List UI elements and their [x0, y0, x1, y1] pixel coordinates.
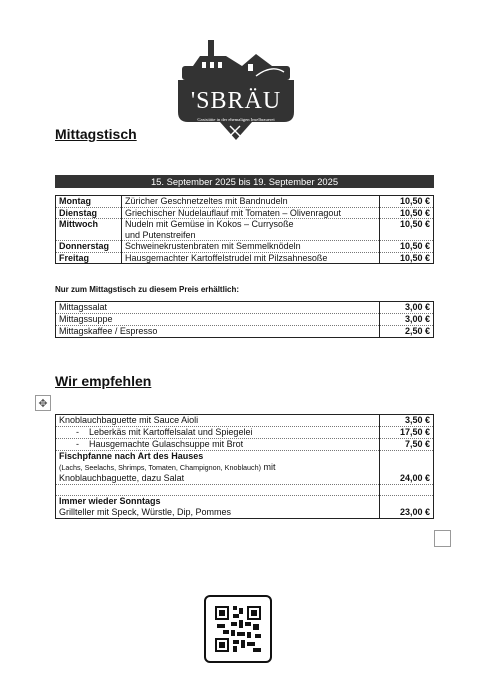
item-text: Mittagssalat	[59, 302, 108, 312]
brewery-logo	[172, 36, 300, 140]
item-label: Hausgemachte Gulaschsuppe mit Brot	[89, 439, 244, 449]
item-text	[56, 427, 380, 439]
dish-text: Griechischer Nudelauflauf mit Tomaten – Olivenragout	[122, 207, 380, 219]
logo-title: 'SBRÄU	[190, 88, 282, 114]
dish-text: Hausgemachter Kartoffelstrudel mit Pilzsahnesoße	[122, 252, 380, 264]
weekday-menu-table	[55, 195, 434, 264]
price: 23,00 €	[380, 496, 434, 519]
fisch-line3: Knoblauchbaguette, dazu Salat	[59, 473, 185, 483]
price: 3,50 €	[380, 415, 434, 427]
table-row	[56, 439, 434, 451]
move-arrows-icon[interactable]: ✥	[35, 395, 51, 411]
price: 10,50 €	[380, 207, 434, 219]
table-row	[56, 241, 434, 253]
table-row	[56, 415, 434, 427]
item-text	[56, 439, 380, 451]
extras-table	[55, 301, 434, 338]
table-row	[56, 496, 434, 519]
price: 24,00 €	[380, 451, 434, 485]
fisch-detail: (Lachs, Seelachs, Shrimps, Tomaten, Champignon, Knoblauch)	[59, 463, 262, 472]
sonntag-heading: Immer wieder Sonntags	[59, 496, 161, 506]
price: 10,50 €	[380, 196, 434, 208]
empty-price-cell	[380, 485, 434, 496]
dish-text	[122, 219, 380, 241]
fisch-mit: mit	[261, 462, 276, 472]
item-text	[56, 496, 380, 519]
table-row	[56, 252, 434, 264]
price: 3,00 €	[380, 302, 434, 314]
empty-cell	[56, 485, 380, 496]
price: 10,50 €	[380, 252, 434, 264]
price: 7,50 €	[380, 439, 434, 451]
day-label: Dienstag	[56, 207, 122, 219]
price: 17,50 €	[380, 427, 434, 439]
extras-note: Nur zum Mittagstisch zu diesem Preis erhältlich:	[55, 285, 240, 294]
day-label: Mittwoch	[56, 219, 122, 241]
week-range-bar: 15. September 2025 bis 19. September 2025	[55, 175, 434, 188]
empfehlungen-heading: Wir empfehlen	[55, 373, 152, 389]
list-bullet: -	[76, 427, 79, 437]
price: 10,50 €	[380, 241, 434, 253]
table-row	[56, 427, 434, 439]
dish-line-2: und Putenstreifen	[125, 229, 196, 240]
day-label: Donnerstag	[56, 241, 122, 253]
recommendations-table	[55, 414, 434, 519]
qr-code-icon	[215, 606, 261, 652]
table-row	[56, 326, 434, 338]
item-text: Knoblauchbaguette mit Sauce Aioli	[59, 415, 199, 425]
day-label: Freitag	[56, 252, 122, 264]
table-row	[56, 314, 434, 326]
item-label: Leberkäs mit Kartoffelsalat und Spiegelei	[89, 427, 253, 437]
item-text: Mittagssuppe	[56, 314, 380, 326]
sonntag-item: Grillteller mit Speck, Würstle, Dip, Pommes	[59, 507, 232, 517]
crossed-knife-fork-icon	[228, 124, 242, 138]
day-label: Montag	[56, 196, 122, 208]
table-row	[56, 485, 434, 496]
list-bullet: -	[76, 439, 79, 449]
dish-line: Nudeln mit Gemüse in Kokos – Currysoße	[125, 219, 294, 229]
dish-text: Züricher Geschnetzeltes mit Bandnudeln	[125, 196, 288, 206]
table-row	[56, 196, 434, 208]
resize-handle-icon[interactable]	[434, 530, 451, 547]
table-row	[56, 207, 434, 219]
fisch-detail-line	[59, 462, 376, 473]
logo-tagline: Gaststätte in der ehemaligen Inselbrauerei	[197, 117, 275, 122]
price: 3,00 €	[380, 314, 434, 326]
item-text	[56, 451, 380, 485]
price: 2,50 €	[380, 326, 434, 338]
price: 10,50 €	[380, 219, 434, 241]
qr-code-frame	[204, 595, 272, 663]
table-row	[56, 219, 434, 241]
mittagstisch-heading: Mittagstisch	[55, 126, 137, 142]
dish-text: Schweinekrustenbraten mit Semmelknödeln	[122, 241, 380, 253]
table-row	[56, 302, 434, 314]
fisch-heading: Fischpfanne nach Art des Hauses	[59, 451, 204, 461]
item-text: Mittagskaffee / Espresso	[56, 326, 380, 338]
table-row	[56, 451, 434, 485]
